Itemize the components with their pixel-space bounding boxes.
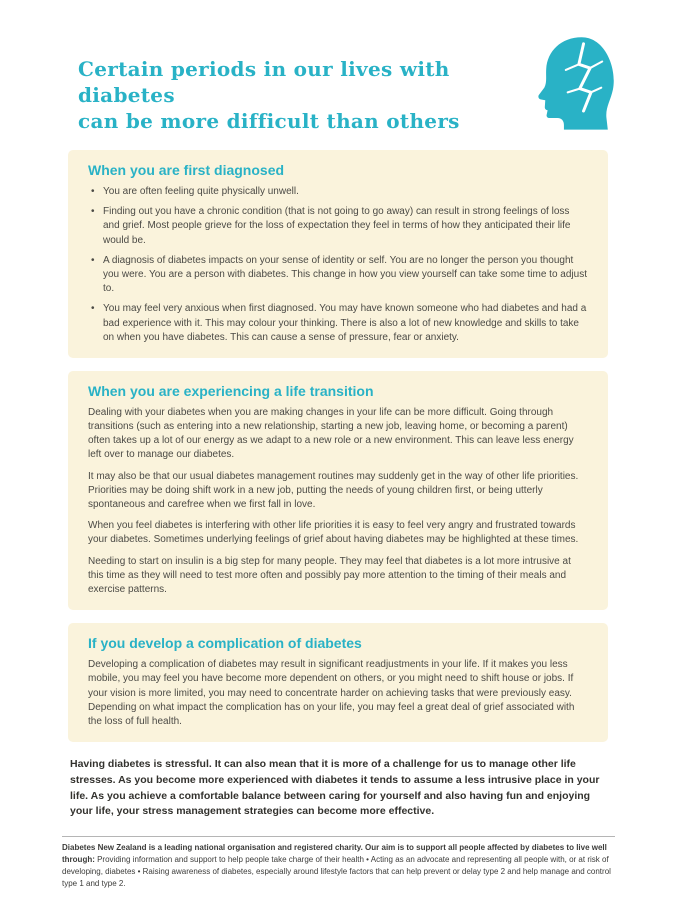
paragraph: Developing a complication of diabetes may result in significant readjustments in your life. If it makes you less mobile, you may feel you have become more dependent on others, or you might need to shift house or jobs. If your vision is more limited, you may need to concentrate harder on achieving tasks that were previously easy. Depending on what impact the complication has on your life, you may feel a great deal of grief associated with the loss of full health.: [88, 659, 575, 727]
paragraph: Dealing with your diabetes when you are making changes in your life can be more difficult. Going through transitions (such as entering into a new relationship, starting a new job, leaving home, or becoming a parent) often takes up a lot of our energy as we adapt to a new role or a new environment. This can leave less energy left over to manage our diabetes.: [88, 406, 574, 461]
bullet-item: • You are often feeling quite physically unwell.: [88, 185, 588, 199]
page-title-line2: can be more difficult than others: [78, 109, 460, 133]
paragraph: Needing to start on insulin is a big step for many people. They may feel that diabetes is a lot more intrusive at this time as they will need to test more often and possibly pay more attention to the timing of their meals and exercise patterns.: [88, 555, 571, 595]
section-first-diagnosed: [68, 150, 608, 358]
section-complication: [68, 623, 608, 742]
page-title-line1: Certain periods in our lives with diabetes: [78, 57, 450, 107]
footer-text: [62, 842, 615, 890]
footer-rest: Providing information and support to help people take charge of their health • Acting as an advocate and representing all people with, or at risk of developing, diabetes • Raising awareness of diabetes, especially around lifestyle factors that can help prevent or delay type 2 and help manage and control type 1 and type 2.: [62, 855, 611, 888]
stressed-head-icon: [535, 36, 619, 130]
paragraph: It may also be that our usual diabetes management routines may suddenly get in the way of other life priorities. Priorities may be doing shift work in a new job, putting the needs of young children first, or being utterly spontaneous and carefree when we first fall in love.: [88, 470, 579, 510]
section-heading: When you are experiencing a life transition: [88, 382, 374, 399]
footer: [62, 836, 615, 890]
page-title: [78, 56, 548, 134]
bullet-item: • A diagnosis of diabetes impacts on your sense of identity or self. You are no longer the person you thought you were. You are a person with diabetes. This change in how you view yourself can take some time to adjust to.: [88, 254, 588, 297]
bullet-item: • You may feel very anxious when first diagnosed. You may have known someone who had diabetes and had a bad experience with it. This may colour your thinking. There is also a lot of new knowledge and skills to take on when you have diabetes. This can cause a sense of pressure, fear or anxiety.: [88, 302, 588, 345]
paragraph: When you feel diabetes is interfering with other life priorities it is easy to feel very angry and frustrated towards your diabetes. Sometimes underlying feelings of grief about having diabetes may be highlighted at these times.: [88, 520, 579, 546]
closing-paragraph: Having diabetes is stressful. It can also mean that it is more of a challenge for us to manage other life stresses. As you become more experienced with diabetes it tends to assume a less intrusive place in your life. As you achieve a comfortable balance between caring for yourself and also having fun and enjoying your life, your stress management strategies can become more effective.: [70, 758, 600, 818]
section-life-transition: [68, 371, 608, 610]
section-heading: If you develop a complication of diabetes: [88, 635, 362, 652]
section-heading: When you are first diagnosed: [88, 162, 285, 178]
footer-bold-intro: Diabetes New Zealand is a leading national organisation and registered charity. Our aim is to support all people affected by diabetes to live well through:: [62, 843, 607, 864]
bullet-item: • Finding out you have a chronic condition (that is not going to go away) can result in strong feelings of loss and grief. Most people grieve for the loss of expectation they feel in terms of how they anticipated their life would be.: [88, 205, 588, 248]
bullet-list: [88, 185, 588, 345]
